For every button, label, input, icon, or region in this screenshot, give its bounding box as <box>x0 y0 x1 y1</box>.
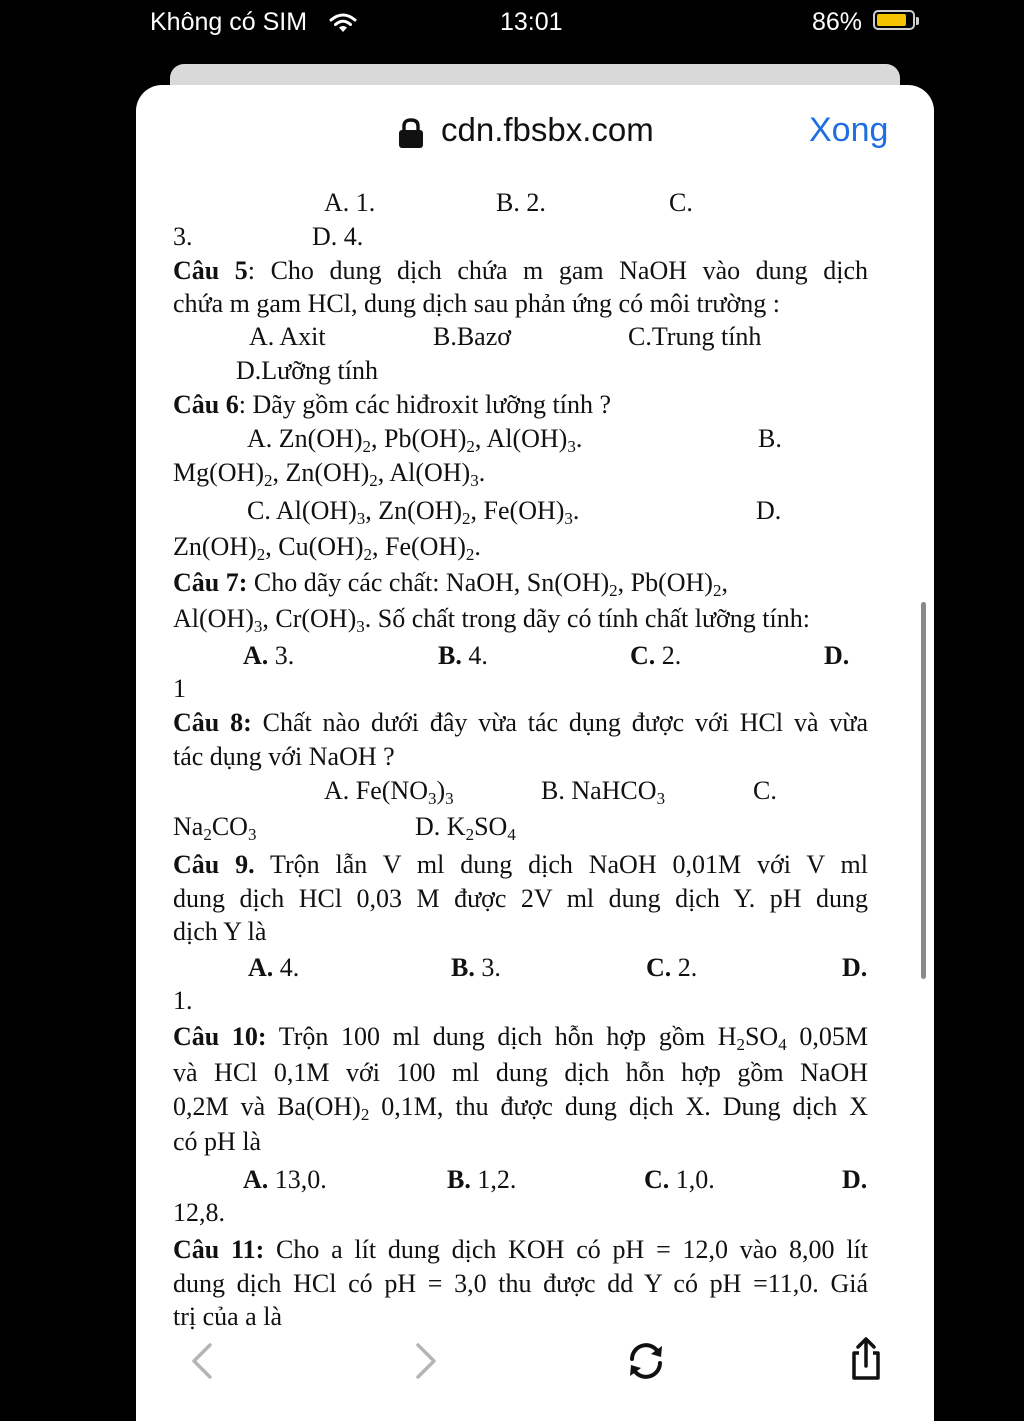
carrier-label: Không có SIM <box>150 8 308 36</box>
q8-line1: Câu 8: Chất nào dưới đây vừa tác dụng được với HCl và vừa <box>173 708 868 737</box>
q10-option-d-label: D. <box>842 1165 868 1194</box>
q10-line4: có pH là <box>173 1127 262 1156</box>
q9-option-d-label: D. <box>842 953 868 982</box>
back-chevron-icon[interactable] <box>178 1337 226 1385</box>
q6-option-c: C. $Al(OH)_3$, $Zn(OH)_2$, $Fe(OH)_3$. <box>247 496 580 528</box>
q9-option-b: B. 3. <box>451 953 501 982</box>
lock-icon <box>398 118 424 148</box>
q4-option-d: D. 4. <box>312 222 364 251</box>
forward-chevron-icon[interactable] <box>402 1337 450 1385</box>
q10-option-c: C. 1,0. <box>644 1165 715 1194</box>
battery-icon <box>873 10 915 30</box>
battery-percent: 86% <box>812 8 863 36</box>
q8-option-d: D. $K_2SO_4$ <box>415 812 516 844</box>
q8-line2: tác dụng với NaOH ? <box>173 742 395 771</box>
clock: 13:01 <box>500 8 563 36</box>
bottom-toolbar <box>136 1325 934 1421</box>
q7-option-a: A. 3. <box>243 641 295 670</box>
pdf-document[interactable] <box>136 181 934 1331</box>
q5-option-a: A. Axit <box>249 322 326 351</box>
url-bar <box>136 85 934 181</box>
reload-icon[interactable] <box>622 1337 670 1385</box>
browser-sheet <box>136 85 934 1421</box>
q7-option-c: C. 2. <box>630 641 682 670</box>
q9-option-a: A. 4. <box>248 953 300 982</box>
q10-option-b: B. 1,2. <box>447 1165 517 1194</box>
q9-option-c: C. 2. <box>646 953 698 982</box>
q8-option-b: B. NaHCO$_3$ <box>541 776 666 808</box>
q9-line1: Câu 9. Trộn lẫn V ml dung dịch NaOH 0,01M với V ml <box>173 850 868 879</box>
q10-line3: 0,2M và $Ba(OH)_2$ 0,1M, thu được dung dịch X. Dung dịch X <box>173 1092 868 1124</box>
q7-option-b: B. 4. <box>438 641 488 670</box>
q7-line1: Câu 7: Cho dãy các chất: NaOH, $Sn(OH)_2$, $Pb(OH)_2$, <box>173 568 728 600</box>
q10-option-a: A. 13,0. <box>243 1165 327 1194</box>
url-domain[interactable]: cdn.fbsbx.com <box>441 111 654 148</box>
q6-option-b-label: B. <box>758 424 782 453</box>
q5-line1: Câu 5: Cho dung dịch chứa m gam NaOH vào dung dịch <box>173 256 868 285</box>
q10-line1: Câu 10: Trộn 100 ml dung dịch hỗn hợp gồm $H_2SO_4$ 0,05M <box>173 1022 868 1054</box>
status-bar <box>0 0 1024 48</box>
share-icon[interactable] <box>842 1335 890 1383</box>
q8-option-c-label: C. <box>753 776 777 805</box>
q8-option-c: $Na_2CO_3$ <box>173 812 257 844</box>
q6-option-d-label: D. <box>756 496 782 525</box>
q6-option-d: $Zn(OH)_2$, $Cu(OH)_2$, $Fe(OH)_2$. <box>173 532 481 564</box>
q4-option-c-value: 3. <box>173 222 193 251</box>
q11-line2: dung dịch HCl có pH = 3,0 thu được dd Y có pH =11,0. Giá <box>173 1269 868 1298</box>
q4-option-b: B. 2. <box>496 188 546 217</box>
wifi-icon <box>330 12 356 34</box>
q10-line2: và HCl 0,1M với 100 ml dung dịch hỗn hợp gồm NaOH <box>173 1058 868 1087</box>
q10-option-d: 12,8. <box>173 1198 225 1227</box>
q5-option-b: B.Bazơ <box>433 322 512 351</box>
q7-line2: $Al(OH)_3$, $Cr(OH)_3$. Số chất trong dãy có tính chất lưỡng tính: <box>173 604 810 636</box>
done-button[interactable]: Xong <box>809 111 889 149</box>
q4-option-c: C. <box>669 188 693 217</box>
q5-option-c: C.Trung tính <box>628 322 762 351</box>
q5-line2: chứa m gam HCl, dung dịch sau phản ứng có môi trường : <box>173 289 780 318</box>
q6-question: Câu 6: Dãy gồm các hiđroxit lưỡng tính ? <box>173 390 612 419</box>
q9-line3: dịch Y là <box>173 917 267 946</box>
q6-option-b: $Mg(OH)_2$, $Zn(OH)_2$, $Al(OH)_3$. <box>173 458 486 490</box>
q11-line1: Câu 11: Cho a lít dung dịch KOH có pH = 12,0 vào 8,00 lít <box>173 1235 868 1264</box>
battery-fill <box>877 14 906 26</box>
q8-option-a: A. $Fe(NO_3)_3$ <box>324 776 454 808</box>
q9-option-d: 1. <box>173 986 193 1015</box>
q7-option-d-label: D. <box>824 641 850 670</box>
scroll-indicator[interactable] <box>921 602 926 979</box>
q9-line2: dung dịch HCl 0,03 M được 2V ml dung dịch Y. pH dung <box>173 884 868 913</box>
q7-option-d: 1 <box>173 674 186 703</box>
q6-option-a: A. $Zn(OH)_2$, $Pb(OH)_2$, $Al(OH)_3$. <box>247 424 583 456</box>
q5-option-d: D.Lưỡng tính <box>236 356 378 385</box>
q11-line3: trị của a là <box>173 1302 282 1331</box>
q4-option-a: A. 1. <box>324 188 376 217</box>
